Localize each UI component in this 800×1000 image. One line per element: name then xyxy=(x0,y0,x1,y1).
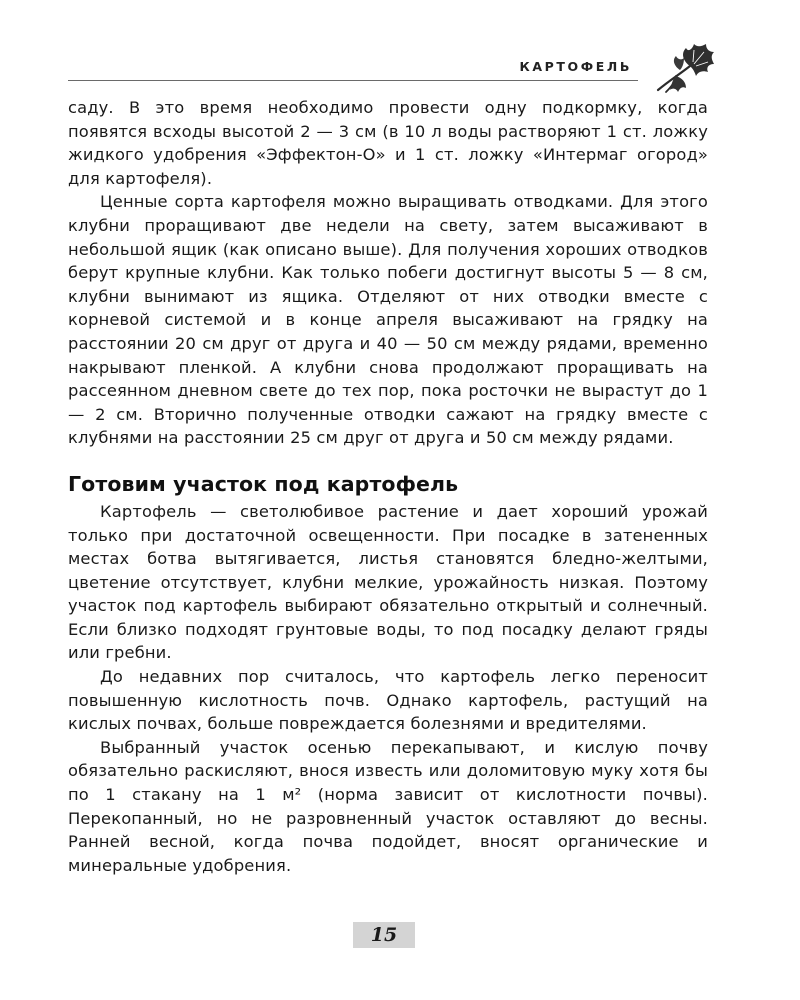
parsley-leaf-icon xyxy=(650,40,716,96)
page-number-box xyxy=(353,922,415,948)
paragraph-continuation: саду. В это время необходимо провести одну подкормку, когда появятся всходы высотой 2 — 3 см (в 10 л воды растворяют 1 ст. ложку жидкого удобрения «Эффектон-О» и 1 ст. ложку «Интермаг огород» для картофеля). xyxy=(68,98,708,188)
paragraph-acidity: До недавних пор считалось, что картофель легко переносит повышенную кислотность почв. Однако картофель, растущий на кислых почвах, больше повреждается болезнями и вредителями. xyxy=(68,667,708,734)
paragraph-preparation: Выбранный участок осенью перекапывают, и кислую почву обязательно раскисляют, внося известь или доломитовую муку хотя бы по 1 стакану на 1 м² (норма зависит от кислотности почвы). Перекопанный, но не разровненный участок оставляют до весны. Ранней весной, когда почва подойдет, вносят органические и минеральные удобрения. xyxy=(68,737,708,875)
paragraph-light: Картофель — светолюбивое растение и дает хороший урожай только при достаточной освещенности. При посадке в затененных местах ботва вытягивается, листья становятся бледно-желтыми, цветение отсутствует, клубни мелкие, урожайность низкая. Поэтому участок под картофель выбирают обязательно открытый и солнечный. Если близко подходят грунтовые воды, то под посадку делают гряды или гребни. xyxy=(68,501,708,663)
page-content xyxy=(68,96,708,877)
header-rule xyxy=(68,80,638,81)
running-header xyxy=(68,56,704,84)
chapter-title: КАРТОФЕЛЬ xyxy=(519,59,632,74)
page-number: 15 xyxy=(370,924,398,946)
paragraph-cuttings: Ценные сорта картофеля можно выращивать отводками. Для этого клубни проращивают две недели на свету, затем высаживают в небольшой ящик (как описано выше). Для получения хороших отводков берут крупные клубни. Как только побеги достигнут высоты 5 — 8 см, клубни вынимают из ящика. Отделяют от них отводки вместе с корневой системой и в конце апреля высаживают на грядку на расстоянии 20 см друг от друга и 40 — 50 см между рядами, временно накрывают пленкой. А клубни снова продолжают проращивать на рассеянном дневном свете до тех пор, пока росточки не вырастут до 1 — 2 см. Вторично полученные отводки сажают на грядку вместе с клубнями на расстоянии 25 см друг от друга и 50 см между рядами. xyxy=(68,192,708,448)
section-heading: Готовим участок под картофель xyxy=(68,471,459,496)
